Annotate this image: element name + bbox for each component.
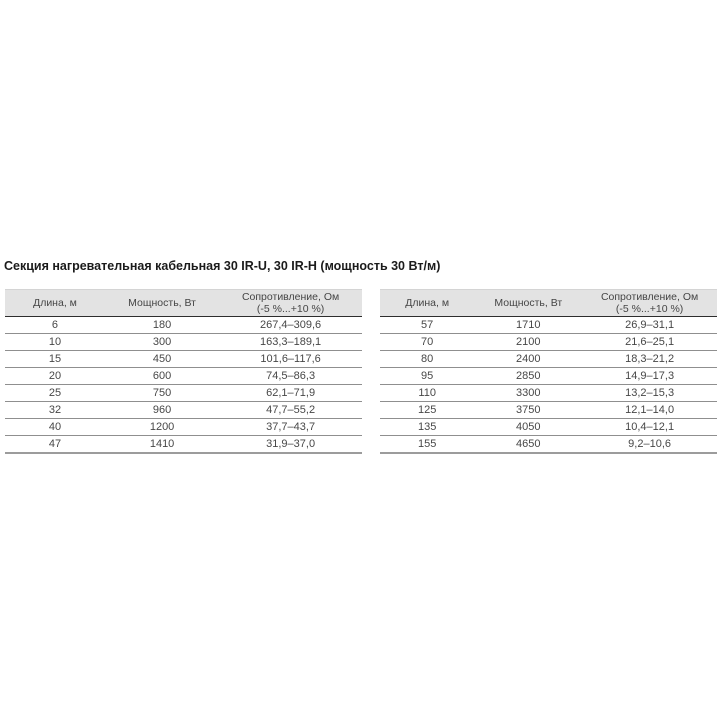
resistance-cell: 267,4–309,6	[219, 317, 362, 334]
length-cell: 110	[380, 385, 474, 402]
length-cell: 135	[380, 419, 474, 436]
resistance-cell: 101,6–117,6	[219, 351, 362, 368]
length-cell: 80	[380, 351, 474, 368]
length-cell: 47	[5, 436, 105, 454]
spec-table-right	[380, 289, 717, 454]
resistance-cell: 12,1–14,0	[582, 402, 717, 419]
table-row	[380, 334, 717, 351]
resistance-cell: 31,9–37,0	[219, 436, 362, 454]
resistance-cell: 14,9–17,3	[582, 368, 717, 385]
resistance-cell: 37,7–43,7	[219, 419, 362, 436]
table-row	[380, 402, 717, 419]
table-row	[380, 419, 717, 436]
power-cell: 2400	[474, 351, 582, 368]
length-cell: 40	[5, 419, 105, 436]
resistance-cell: 163,3–189,1	[219, 334, 362, 351]
col-header-resistance-line2: (-5 %...+10 %)	[256, 303, 325, 315]
length-cell: 20	[5, 368, 105, 385]
power-cell: 3300	[474, 385, 582, 402]
col-header-power: Мощность, Вт	[105, 290, 219, 317]
col-header-power: Мощность, Вт	[474, 290, 582, 317]
power-cell: 4050	[474, 419, 582, 436]
length-cell: 155	[380, 436, 474, 454]
power-cell: 2100	[474, 334, 582, 351]
table-row	[5, 368, 362, 385]
power-cell: 450	[105, 351, 219, 368]
table-row	[5, 334, 362, 351]
length-cell: 15	[5, 351, 105, 368]
table-row	[380, 351, 717, 368]
resistance-cell: 62,1–71,9	[219, 385, 362, 402]
power-cell: 180	[105, 317, 219, 334]
resistance-cell: 21,6–25,1	[582, 334, 717, 351]
section-title: Секция нагревательная кабельная 30 IR-U, 30 IR-H (мощность 30 Вт/м)	[4, 259, 441, 273]
power-cell: 750	[105, 385, 219, 402]
resistance-cell: 13,2–15,3	[582, 385, 717, 402]
spec-tables	[5, 289, 717, 454]
power-cell: 3750	[474, 402, 582, 419]
power-cell: 1410	[105, 436, 219, 454]
header-row	[5, 290, 362, 317]
col-header-resistance-line1: Сопротивление, Ом	[241, 291, 340, 303]
resistance-cell: 18,3–21,2	[582, 351, 717, 368]
table-row	[5, 351, 362, 368]
table-body-right	[380, 317, 717, 454]
table-row	[5, 419, 362, 436]
length-cell: 95	[380, 368, 474, 385]
table-row	[380, 436, 717, 454]
table-row	[380, 317, 717, 334]
table-row	[5, 436, 362, 454]
spec-table-left	[5, 289, 362, 454]
resistance-cell: 74,5–86,3	[219, 368, 362, 385]
table-body-left	[5, 317, 362, 454]
length-cell: 32	[5, 402, 105, 419]
power-cell: 2850	[474, 368, 582, 385]
table-row	[5, 385, 362, 402]
resistance-cell: 47,7–55,2	[219, 402, 362, 419]
header-row	[380, 290, 717, 317]
col-header-resistance-line2: (-5 %...+10 %)	[615, 303, 684, 315]
length-cell: 10	[5, 334, 105, 351]
length-cell: 25	[5, 385, 105, 402]
length-cell: 57	[380, 317, 474, 334]
power-cell: 1710	[474, 317, 582, 334]
col-header-length: Длина, м	[5, 290, 105, 317]
table-row	[380, 368, 717, 385]
table-row	[380, 385, 717, 402]
power-cell: 300	[105, 334, 219, 351]
resistance-cell: 10,4–12,1	[582, 419, 717, 436]
power-cell: 4650	[474, 436, 582, 454]
power-cell: 1200	[105, 419, 219, 436]
col-header-length: Длина, м	[380, 290, 474, 317]
length-cell: 125	[380, 402, 474, 419]
col-header-resistance-line1: Сопротивление, Ом	[600, 291, 699, 303]
power-cell: 600	[105, 368, 219, 385]
table-row	[5, 317, 362, 334]
length-cell: 70	[380, 334, 474, 351]
resistance-cell: 9,2–10,6	[582, 436, 717, 454]
col-header-resistance	[219, 290, 362, 317]
table-row	[5, 402, 362, 419]
resistance-cell: 26,9–31,1	[582, 317, 717, 334]
length-cell: 6	[5, 317, 105, 334]
col-header-resistance	[582, 290, 717, 317]
power-cell: 960	[105, 402, 219, 419]
